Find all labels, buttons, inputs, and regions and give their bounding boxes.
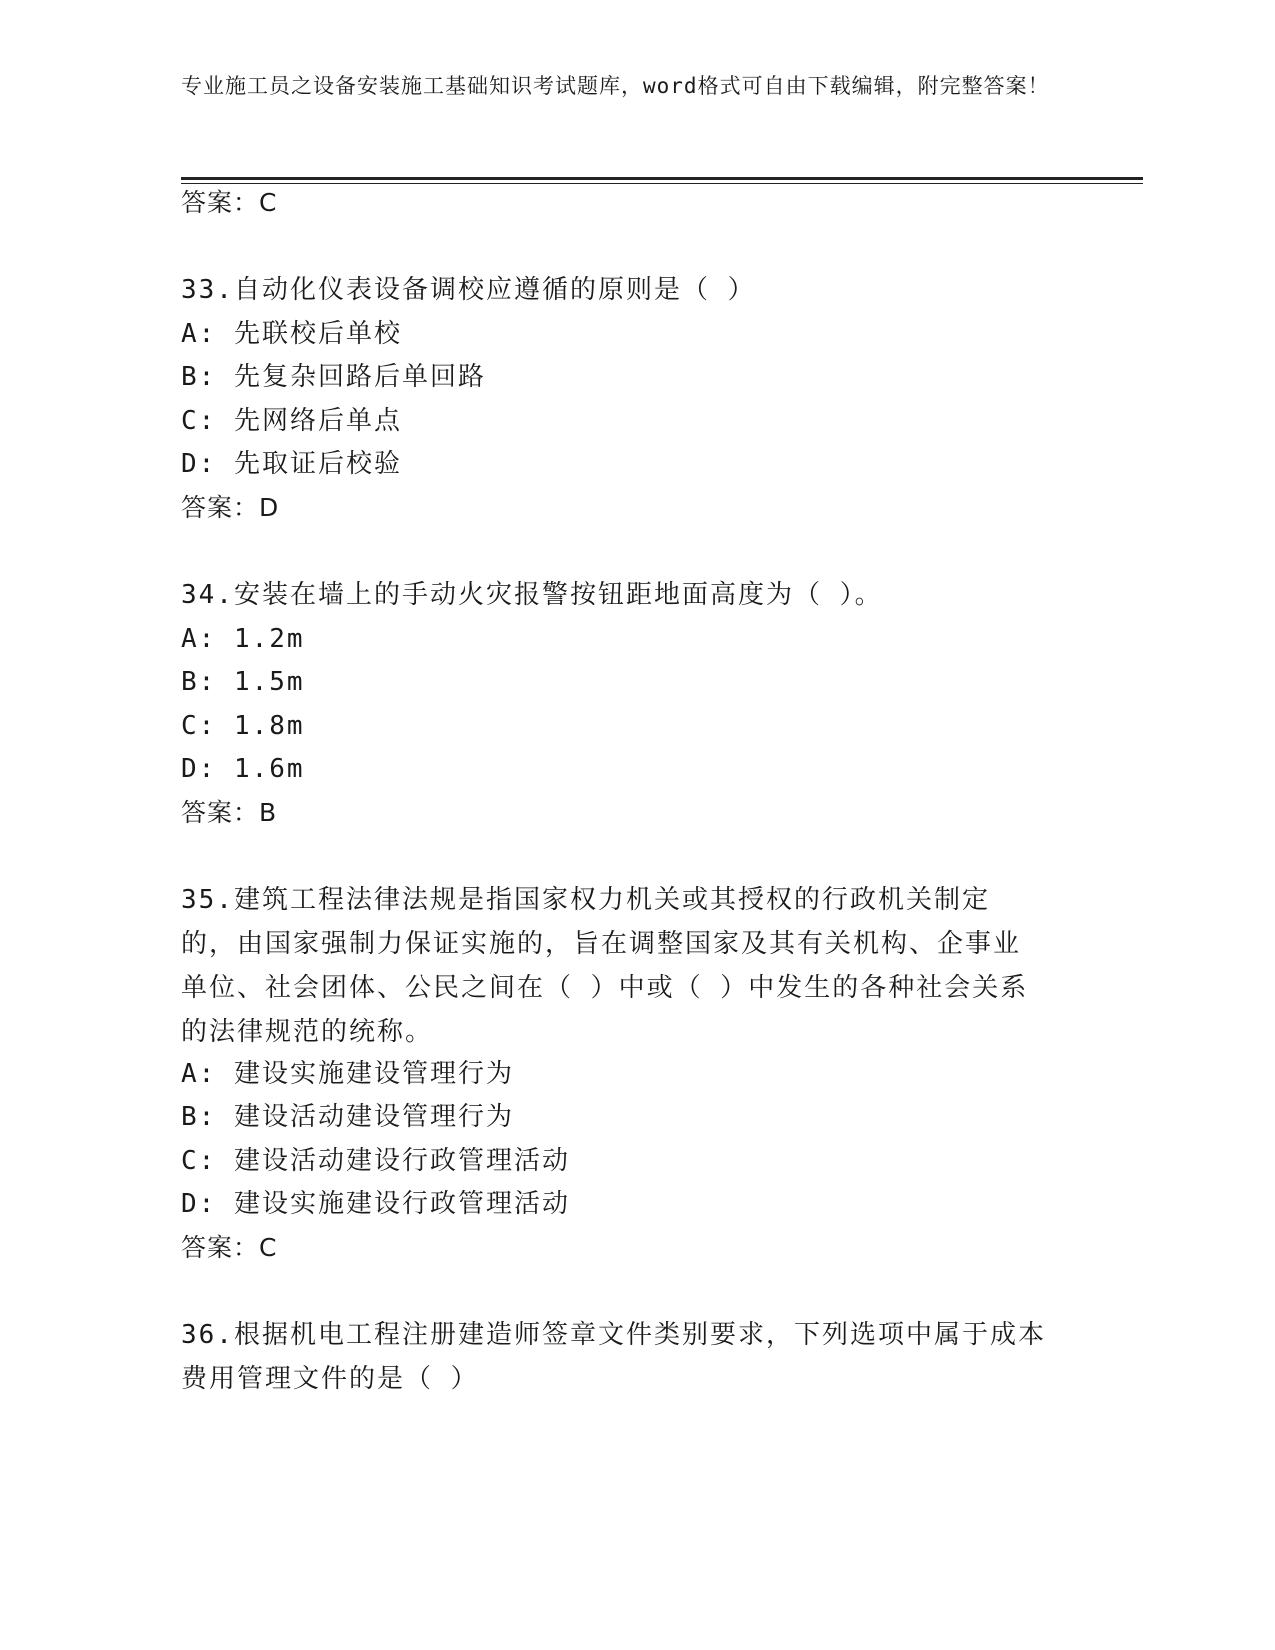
answer-line: 答案：C [181, 1233, 278, 1262]
question-stem: 36.根据机电工程注册建造师签章文件类别要求，下列选项中属于成本费用管理文件的是（ ） [181, 1320, 1046, 1394]
question-option: B: 建设活动建设管理行为 [181, 1102, 514, 1132]
question-option: D: 1.6m [181, 754, 305, 784]
question-option: A: 先联校后单校 [181, 319, 402, 349]
answer-line: 答案：B [181, 798, 278, 827]
question-option: B: 先复杂回路后单回路 [181, 362, 486, 392]
header-rule-thin [181, 183, 1143, 184]
question-option: C: 1.8m [181, 711, 305, 741]
question-option: D: 先取证后校验 [181, 449, 402, 479]
question-option: C: 先网络后单点 [181, 406, 402, 436]
question-stem: 35.建筑工程法律法规是指国家权力机关或其授权的行政机关制定的，由国家强制力保证实施的，旨在调整国家及其有关机构、企事业单位、社会团体、公民之间在（ ）中或（ ）中发生的各种社会关系的法律规范的统称。 [181, 885, 1029, 1047]
answer-line: 答案：D [181, 493, 280, 522]
question-option: C: 建设活动建设行政管理活动 [181, 1146, 570, 1176]
answer-line: 答案：C [181, 188, 278, 217]
question-option: D: 建设实施建设行政管理活动 [181, 1189, 570, 1219]
question-option: B: 1.5m [181, 667, 305, 697]
question-stem: 33.自动化仪表设备调校应遵循的原则是（ ） [181, 275, 756, 305]
document-header: 专业施工员之设备安装施工基础知识考试题库，word格式可自由下载编辑，附完整答案！ [181, 74, 1050, 98]
question-option: A: 建设实施建设管理行为 [181, 1059, 514, 1089]
question-stem: 34.安装在墙上的手动火灾报警按钮距地面高度为（ ）。 [181, 580, 883, 610]
header-rule-thick [181, 177, 1143, 180]
question-option: A: 1.2m [181, 624, 305, 654]
